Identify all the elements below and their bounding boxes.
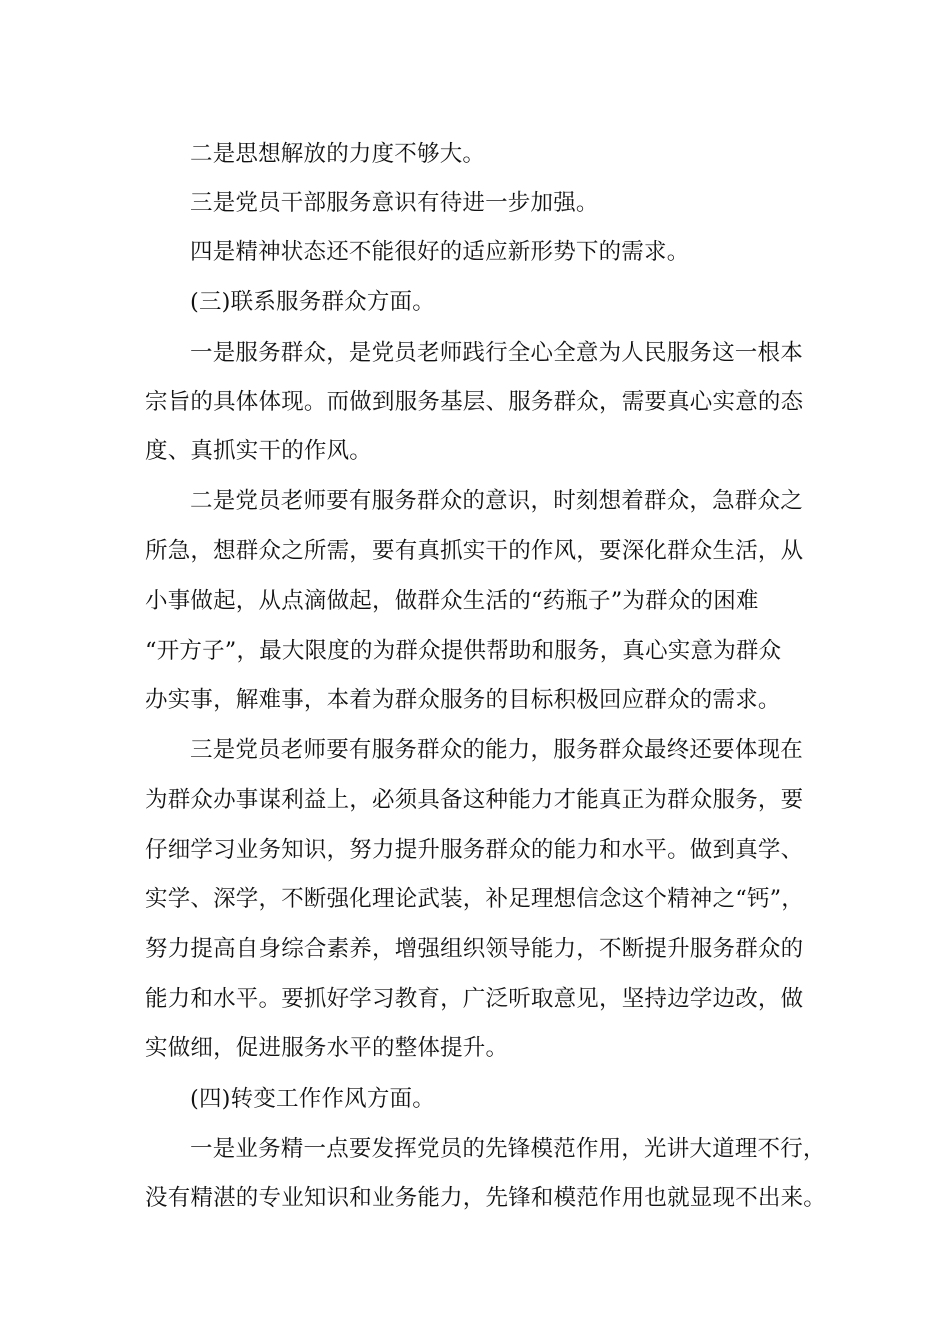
section-heading: (三)联系服务群众方面。 xyxy=(190,289,435,315)
text-line: 一是业务精一点要发挥党员的先锋模范作用，光讲大道理不行， xyxy=(190,1136,826,1162)
text-line: 小事做起，从点滴做起，做群众生活的“药瓶子”为群众的困难 xyxy=(145,588,759,614)
text-line: 仔细学习业务知识，努力提升服务群众的能力和水平。做到真学、 xyxy=(145,837,804,863)
text-line: 四是精神状态还不能很好的适应新形势下的需求。 xyxy=(190,239,690,265)
text-line: 二是思想解放的力度不够大。 xyxy=(190,141,486,167)
text-line: 实做细，促进服务水平的整体提升。 xyxy=(145,1035,509,1061)
text-line: 没有精湛的专业知识和业务能力，先锋和模范作用也就显现不出来。 xyxy=(145,1185,827,1211)
text-line: 一是服务群众，是党员老师践行全心全意为人民服务这一根本 xyxy=(190,340,803,366)
text-line: 实学、深学，不断强化理论武装，补足理想信念这个精神之“钙”， xyxy=(145,886,805,912)
text-line: 三是党员老师要有服务群众的能力，服务群众最终还要体现在 xyxy=(190,737,803,763)
text-line: 能力和水平。要抓好学习教育，广泛听取意见，坚持边学边改，做 xyxy=(145,986,804,1012)
text-line: 二是党员老师要有服务群众的意识，时刻想着群众，急群众之 xyxy=(190,488,803,514)
text-line: 度、真抓实干的作风。 xyxy=(145,438,373,464)
text-line: 努力提高自身综合素养，增强组织领导能力，不断提升服务群众的 xyxy=(145,936,804,962)
text-line: “开方子”，最大限度的为群众提供帮助和服务，真心实意为群众 xyxy=(145,638,782,664)
text-line: 为群众办事谋利益上，必须具备这种能力才能真正为群众服务，要 xyxy=(145,787,804,813)
text-line: 宗旨的具体体现。而做到服务基层、服务群众，需要真心实意的态 xyxy=(145,389,804,415)
text-line: 所急，想群众之所需，要有真抓实干的作风，要深化群众生活，从 xyxy=(145,538,804,564)
text-line: 办实事，解难事，本着为群众服务的目标积极回应群众的需求。 xyxy=(145,687,781,713)
section-heading: (四)转变工作作风方面。 xyxy=(190,1086,435,1112)
text-line: 三是党员干部服务意识有待进一步加强。 xyxy=(190,190,599,216)
